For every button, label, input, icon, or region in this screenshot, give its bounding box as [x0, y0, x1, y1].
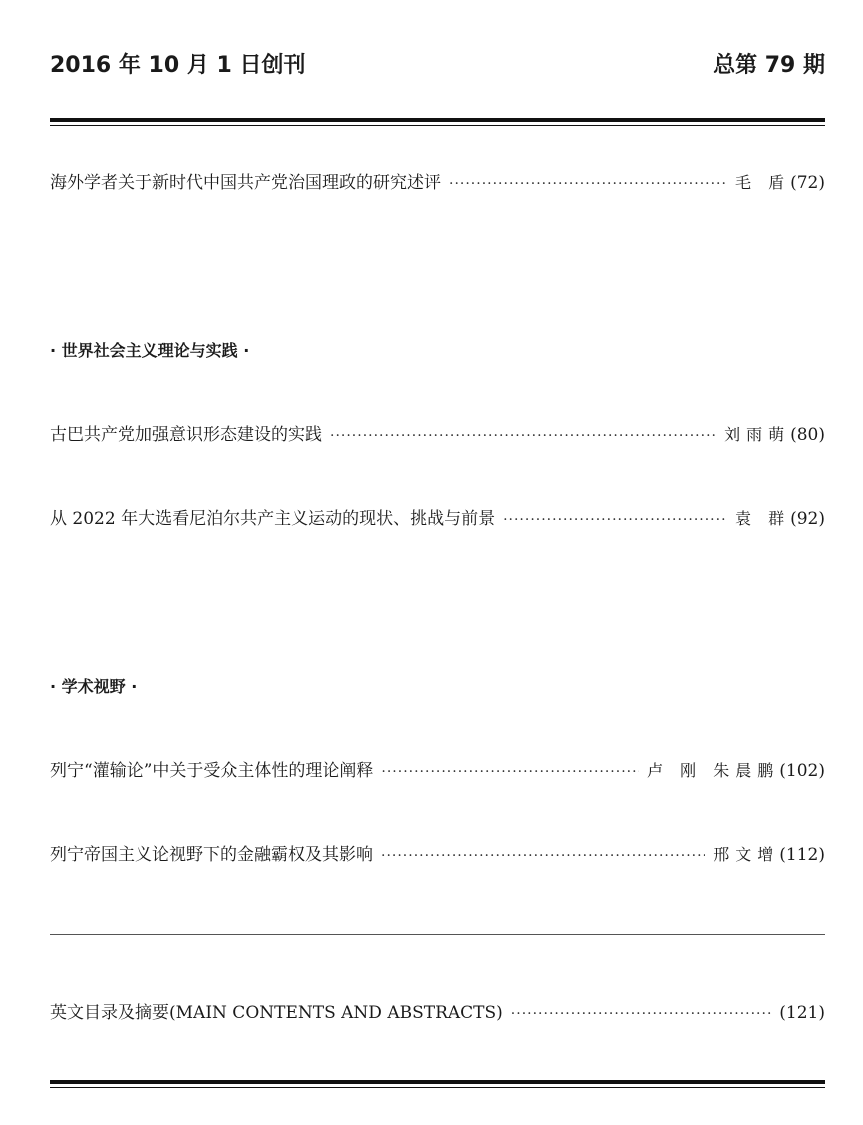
entry-page: (112): [779, 845, 825, 865]
section-divider: [50, 934, 825, 935]
leader-dots: [503, 512, 727, 528]
toc-entry-english[interactable]: [50, 998, 825, 1024]
section-heading-world-socialism: · 世界社会主义理论与实践 ·: [50, 341, 250, 360]
toc-entry[interactable]: [50, 168, 825, 194]
entry-page: (72): [790, 173, 825, 193]
top-rule-thin: [50, 125, 825, 126]
entry-title: 古巴共产党加强意识形态建设的实践: [50, 425, 322, 445]
toc-entry[interactable]: [50, 504, 825, 530]
leader-dots: [381, 764, 639, 780]
leader-dots: [381, 848, 705, 864]
top-double-rule: [50, 118, 825, 126]
toc-entry[interactable]: [50, 420, 825, 446]
entry-author: 刘雨萌: [724, 425, 791, 444]
entry-title: 从 2022 年大选看尼泊尔共产主义运动的现状、挑战与前景: [50, 509, 496, 529]
entry-page: (80): [790, 425, 825, 445]
entry-title: 列宁“灌输论”中关于受众主体性的理论阐释: [50, 761, 374, 781]
founding-date: 2016 年 10 月 1 日创刊: [50, 53, 306, 78]
entry-title: 列宁帝国主义论视野下的金融霸权及其影响: [50, 845, 373, 865]
bottom-rule-thin: [50, 1087, 825, 1088]
bottom-rule-thick: [50, 1080, 825, 1084]
entry-author: 毛 盾: [735, 173, 791, 192]
leader-dots: [449, 176, 727, 192]
entry-page: (92): [790, 509, 825, 529]
bottom-double-rule: [50, 1080, 825, 1088]
issue-number: 总第 79 期: [713, 53, 825, 78]
page-header: [50, 48, 825, 84]
top-rule-thick: [50, 118, 825, 122]
entry-author: 袁 群: [735, 509, 791, 528]
toc-entry[interactable]: [50, 756, 825, 782]
entry-author: 邢文增: [713, 845, 780, 864]
entry-page: (121): [779, 1003, 825, 1023]
toc-entry[interactable]: [50, 840, 825, 866]
leader-dots: [511, 1006, 771, 1022]
entry-page: (102): [779, 761, 825, 781]
leader-dots: [330, 428, 716, 444]
entry-title: 海外学者关于新时代中国共产党治国理政的研究述评: [50, 173, 441, 193]
section-heading-academic-vision: · 学术视野 ·: [50, 677, 138, 696]
entry-author: 卢 刚 朱晨鹏: [647, 761, 780, 780]
entry-title: 英文目录及摘要(MAIN CONTENTS AND ABSTRACTS): [50, 1003, 503, 1023]
